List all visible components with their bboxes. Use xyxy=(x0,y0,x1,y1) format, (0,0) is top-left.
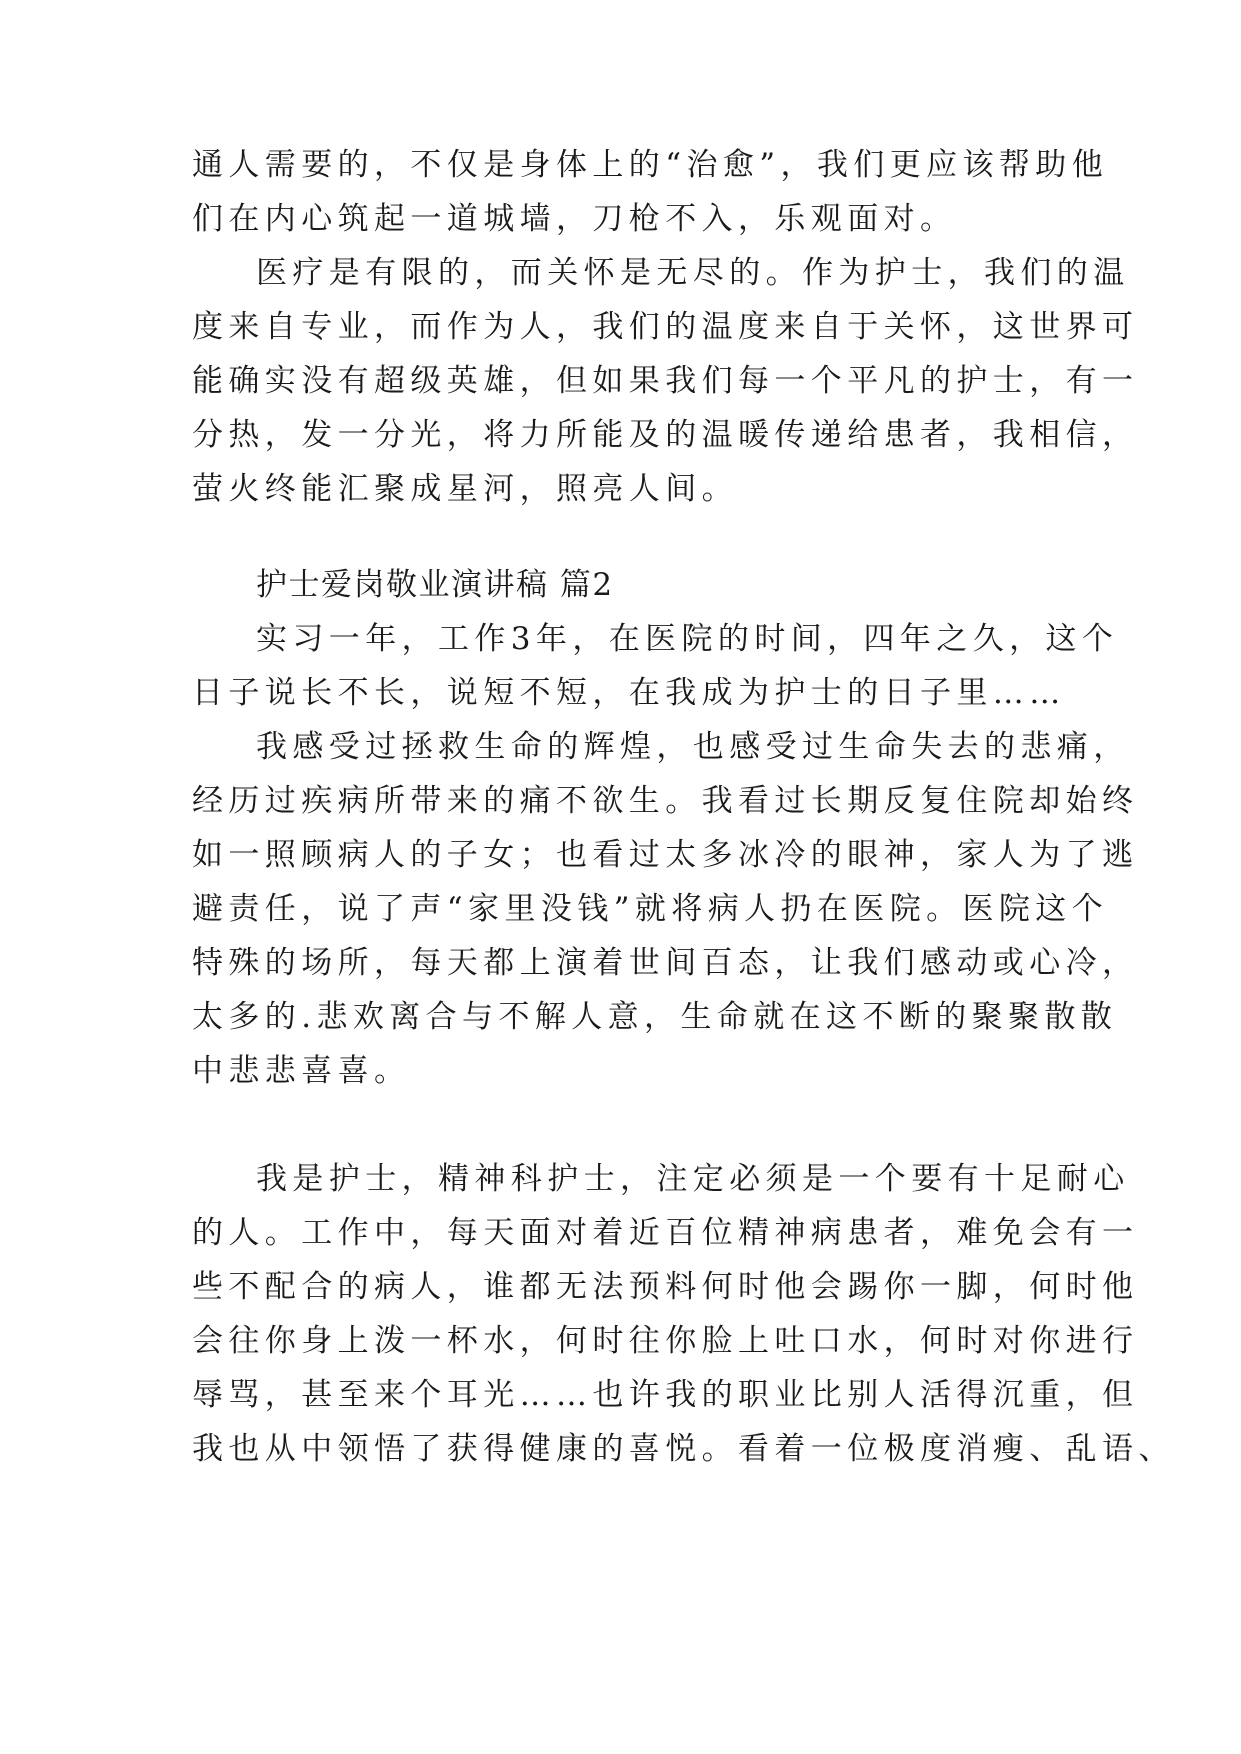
body-text-line: 我是护士，精神科护士，注定必须是一个要有十足耐心 xyxy=(256,1161,1130,1197)
body-text-line: 会往你身上泼一杯水，何时往你脸上吐口水，何时对你进行 xyxy=(192,1323,1139,1359)
body-text-line: 分热，发一分光，将力所能及的温暖传递给患者，我相信， xyxy=(192,417,1139,453)
body-text-line: 的人。工作中，每天面对着近百位精神病患者，难免会有一 xyxy=(192,1215,1139,1251)
body-text-line: 如一照顾病人的子女；也看过太多冰冷的眼神，家人为了逃 xyxy=(192,837,1139,873)
body-text-line: 实习一年，工作3年，在医院的时间，四年之久，这个 xyxy=(256,621,1119,657)
body-text-line: 避责任，说了声“家里没钱”就将病人扔在医院。医院这个 xyxy=(192,891,1109,927)
body-text-line: 萤火终能汇聚成星河，照亮人间。 xyxy=(192,471,738,507)
body-text-line: 些不配合的病人，谁都无法预料何时他会踢你一脚，何时他 xyxy=(192,1269,1139,1305)
body-text-line: 太多的.悲欢离合与不解人意，生命就在这不断的聚聚散散 xyxy=(192,999,1118,1035)
body-text-line: 度来自专业，而作为人，我们的温度来自于关怀，这世界可 xyxy=(192,309,1139,345)
body-text-line: 通人需要的，不仅是身体上的“治愈”，我们更应该帮助他 xyxy=(192,147,1109,183)
body-text-line: 经历过疾病所带来的痛不欲生。我看过长期反复住院却始终 xyxy=(192,783,1139,819)
body-text-line: 日子说长不长，说短不短，在我成为护士的日子里…… xyxy=(192,675,1066,711)
body-text-line: 能确实没有超级英雄，但如果我们每一个平凡的护士，有一 xyxy=(192,363,1139,399)
body-text-line: 我也从中领悟了获得健康的喜悦。看着一位极度消瘦、乱语、 xyxy=(192,1431,1175,1467)
body-text-line: 们在内心筑起一道城墙，刀枪不入，乐观面对。 xyxy=(192,201,957,237)
body-text-line: 我感受过拯救生命的辉煌，也感受过生命失去的悲痛， xyxy=(256,729,1130,765)
body-text-line: 特殊的场所，每天都上演着世间百态，让我们感动或心冷， xyxy=(192,945,1139,981)
body-text-line: 中悲悲喜喜。 xyxy=(192,1053,411,1089)
body-text-line: 医疗是有限的，而关怀是无尽的。作为护士，我们的温 xyxy=(256,255,1130,291)
section-heading: 护士爱岗敬业演讲稿 篇2 xyxy=(256,567,614,603)
body-text-line: 辱骂，甚至来个耳光……也许我的职业比别人活得沉重，但 xyxy=(192,1377,1139,1413)
